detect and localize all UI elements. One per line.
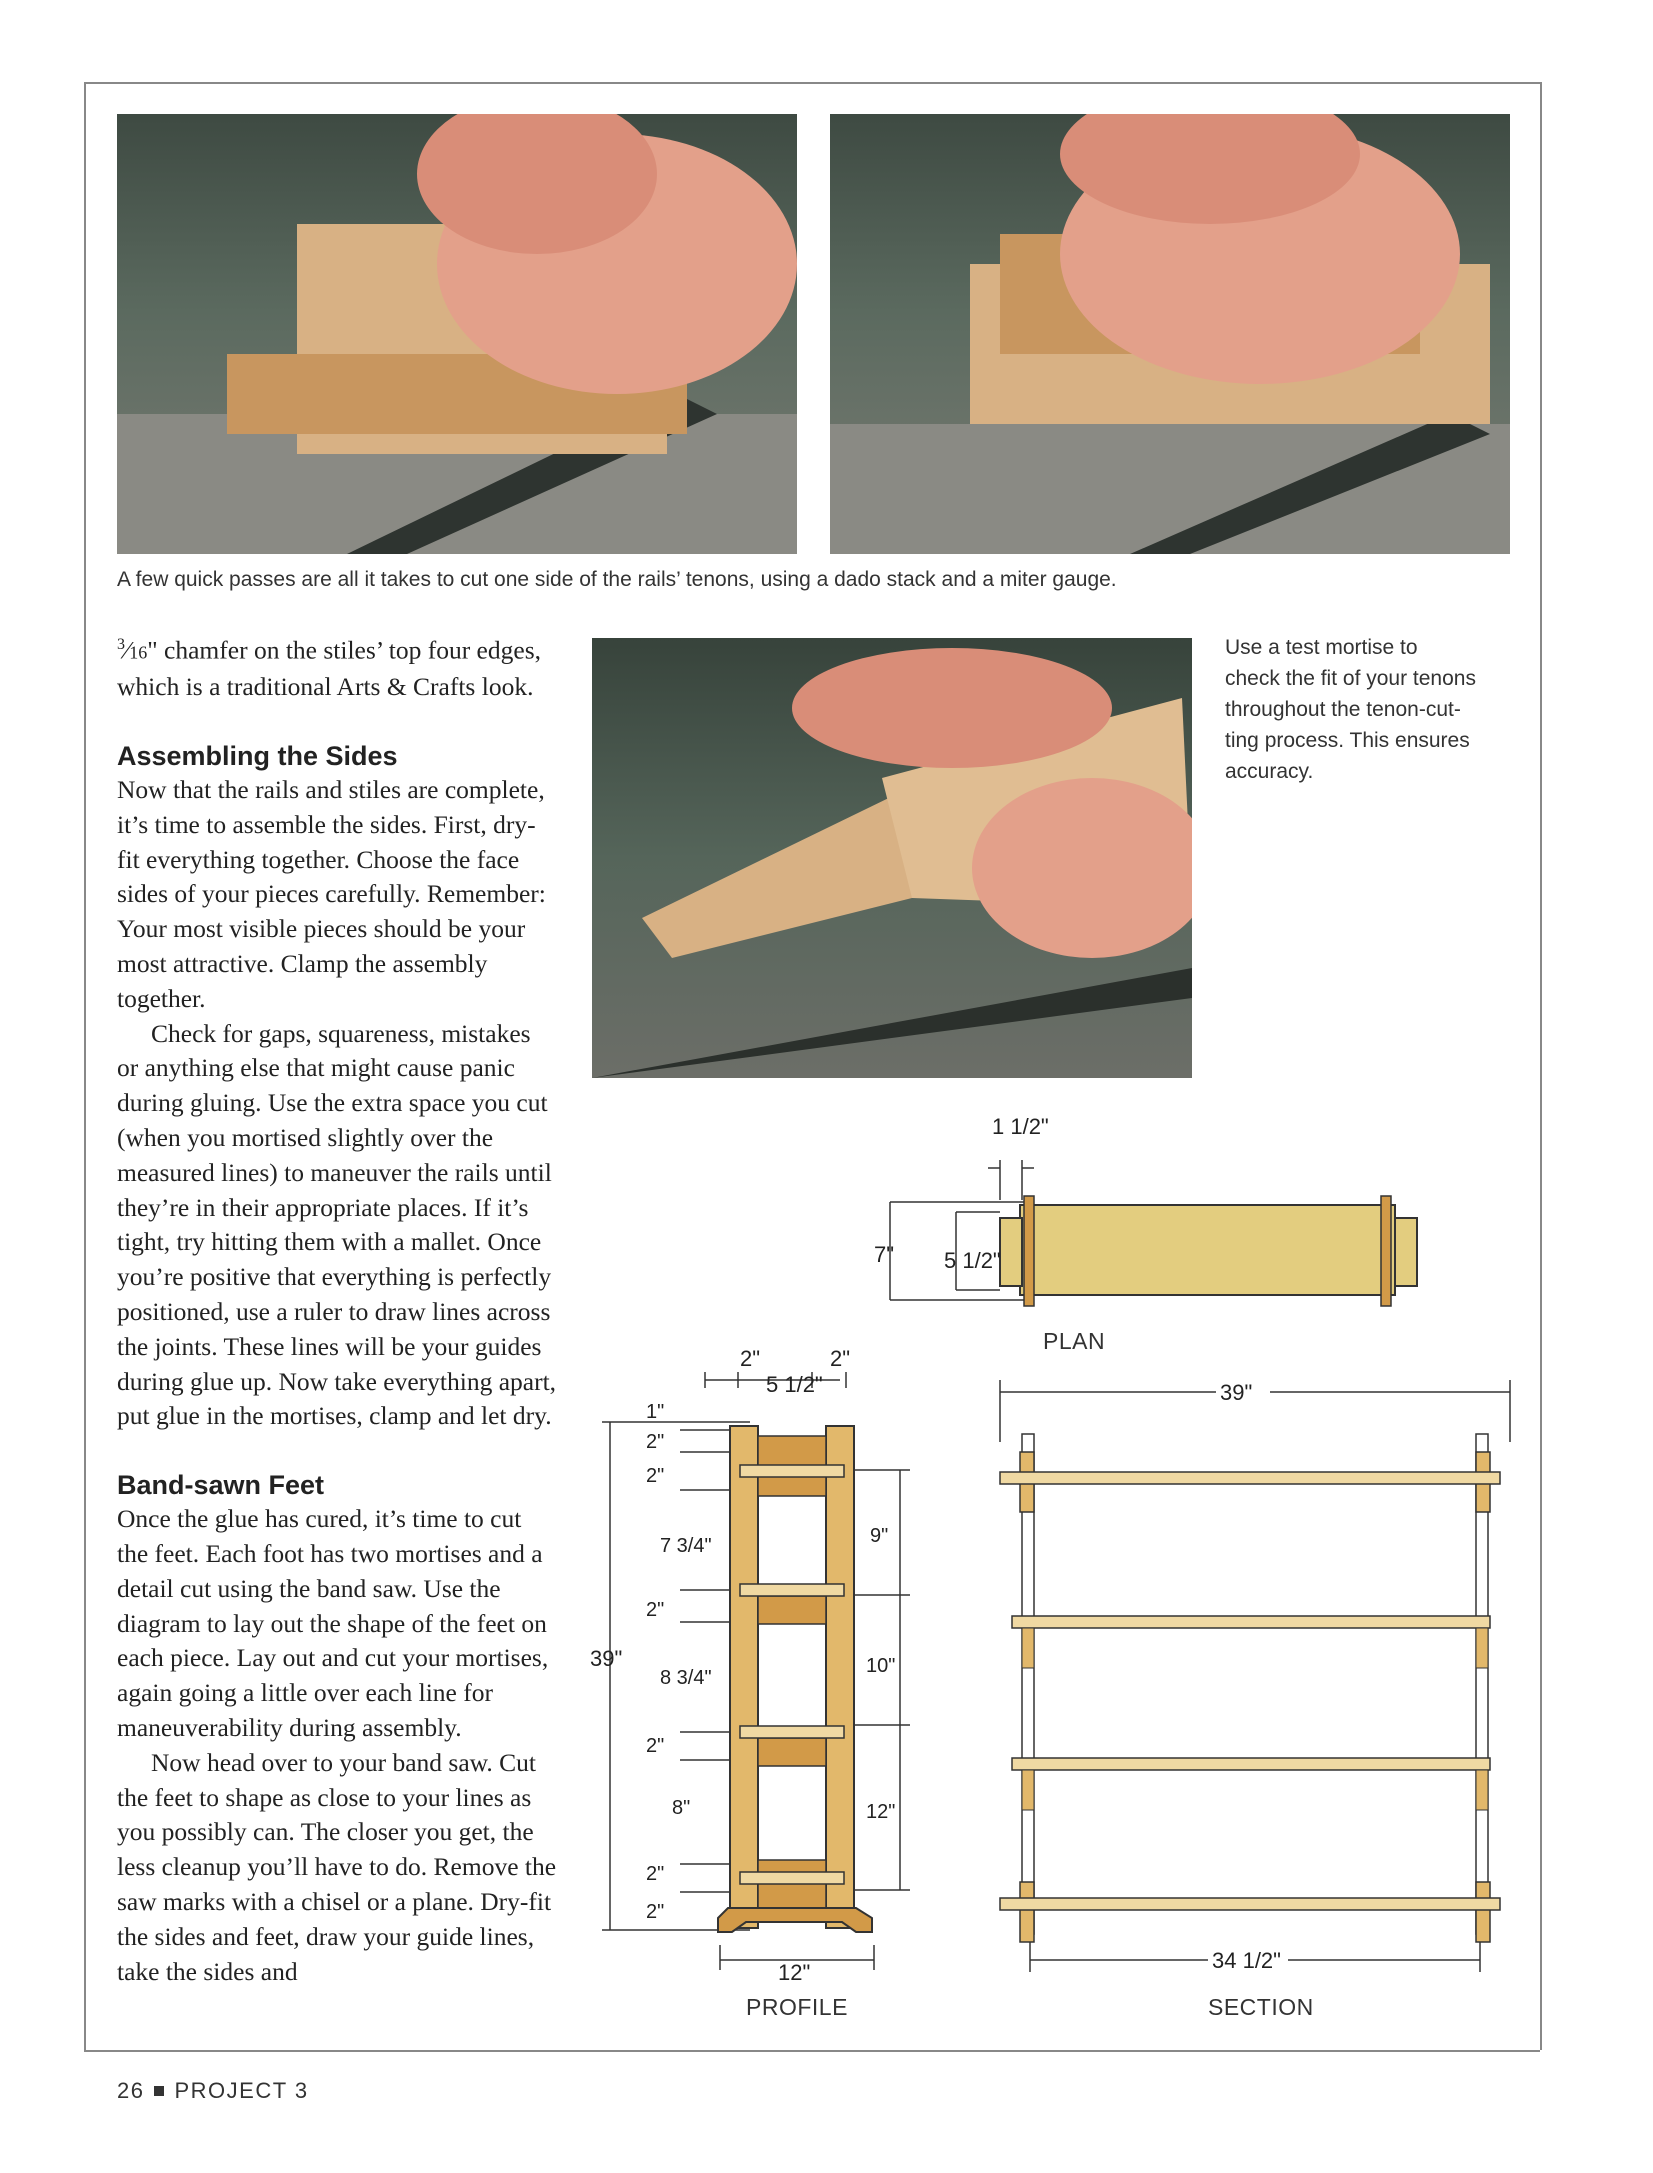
side-photo-caption (1225, 632, 1525, 787)
profile-right-3: 12" (866, 1801, 896, 1823)
profile-stack-3: 2" (646, 1465, 665, 1487)
footer-square-icon (154, 2086, 164, 2096)
profile-stack-9: 2" (646, 1863, 665, 1885)
plan-label: PLAN (1043, 1328, 1106, 1354)
profile-dim-top-right: 2" (830, 1346, 851, 1371)
chamfer-frac-num: 3 (117, 636, 125, 653)
heading-assembling-sides: Assembling the Sides (117, 741, 398, 772)
profile-dim-bottom: 12" (778, 1960, 811, 1980)
profile-stack-10: 2" (646, 1901, 665, 1923)
profile-diagram (590, 1340, 930, 1980)
plan-dim-top: 1 1/2" (992, 1114, 1049, 1139)
section-diagram (990, 1362, 1520, 1982)
section-name: PROJECT 3 (174, 2078, 309, 2103)
profile-stack-1: 1" (646, 1401, 665, 1423)
side-caption-line-5: accuracy. (1225, 760, 1314, 783)
plan-dim-left-outer: 7" (874, 1242, 895, 1267)
top-photo-caption: A few quick passes are all it takes to cut one side of the rails’ tenons, using a dado stack and a miter gauge. (117, 568, 1117, 591)
profile-stack-5: 2" (646, 1599, 665, 1621)
profile-dim-total-height: 39" (590, 1646, 623, 1671)
plan-diagram (860, 1110, 1520, 1340)
profile-dim-top-left: 2" (740, 1346, 761, 1371)
section-dim-top: 39" (1220, 1380, 1253, 1405)
photo-test-mortise (592, 638, 1192, 1078)
photo-tenon-cut-right (830, 114, 1510, 554)
photo-tenon-cut-left (117, 114, 797, 554)
frame-top-rule (84, 82, 1540, 84)
side-caption-line-1: Use a test mortise to (1225, 636, 1418, 659)
body-text-column (117, 628, 557, 1989)
side-caption-line-3: throughout the tenon-cut- (1225, 698, 1461, 721)
paragraph-assembling-2: Check for gaps, squareness, mistakes or anything else that might cause panic during gluing. Use the extra space you cut (when you mortised slightly over the measured lines) to maneuver the rails until they’re in their appropriate places. If it’s tight, try hitting them with a mallet. Once you’re positive that everything is perfectly positioned, use a ruler to draw lines across the joints. These lines will be your guides during glue up. Now take everything apart, put glue in the mortises, clamp and let dry. (117, 1018, 557, 1431)
section-dim-bottom: 34 1/2" (1212, 1948, 1281, 1973)
paragraph-feet-1: Once the glue has cured, it’s time to cut the feet. Each foot has two mortises and a detail cut using the band saw. Use the diagram to lay out the shape of the feet on each piece. Lay out and cut your mortises, again going a little over each line for maneuverability during assembly. (117, 1504, 549, 1743)
chamfer-frac-den: 16 (129, 642, 148, 663)
profile-dim-top-mid: 5 1/2" (766, 1372, 823, 1397)
side-caption-line-2: check the fit of your tenons (1225, 667, 1476, 690)
profile-stack-4: 7 3/4" (660, 1535, 712, 1557)
profile-label: PROFILE (746, 1994, 848, 2020)
side-caption-line-4: ting process. This ensures (1225, 729, 1470, 752)
chamfer-paragraph: $^3$⁄16" chamfer on the stiles’ top four edges, which is a traditional Arts & Crafts look. (117, 635, 541, 702)
page-footer (117, 2078, 309, 2104)
chamfer-text: " chamfer on the stiles’ top four edges, which is a traditional Arts & Crafts look. (117, 635, 541, 702)
plan-dim-left-inner: 5 1/2" (944, 1248, 1001, 1273)
profile-stack-6: 8 3/4" (660, 1667, 712, 1689)
page-number: 26 (117, 2078, 145, 2103)
section-label: SECTION (1208, 1994, 1314, 2020)
frame-bottom-rule (84, 2050, 1540, 2052)
paragraph-assembling-1: Now that the rails and stiles are complete, it’s time to assemble the sides. First, dry-fit everything together. Choose the face sides of your pieces carefully. Remember: Your most visible pieces should be your most attractive. Clamp the assembly together. (117, 775, 546, 1013)
profile-stack-2: 2" (646, 1431, 665, 1453)
profile-right-2: 10" (866, 1655, 896, 1677)
profile-stack-8: 8" (672, 1797, 691, 1819)
profile-right-1: 9" (870, 1525, 889, 1547)
profile-stack-7: 2" (646, 1735, 665, 1757)
heading-band-sawn-feet: Band-sawn Feet (117, 1470, 325, 1501)
paragraph-feet-2: Now head over to your band saw. Cut the feet to shape as close to your lines as you possibly can. The closer you get, the less cleanup you’ll have to do. Remove the saw marks with a chisel or a plane. Dry-fit the sides and feet, draw your guide lines, take the sides and (117, 1747, 557, 1986)
frame-left-rule (84, 82, 86, 2050)
frame-right-rule (1540, 82, 1542, 2050)
